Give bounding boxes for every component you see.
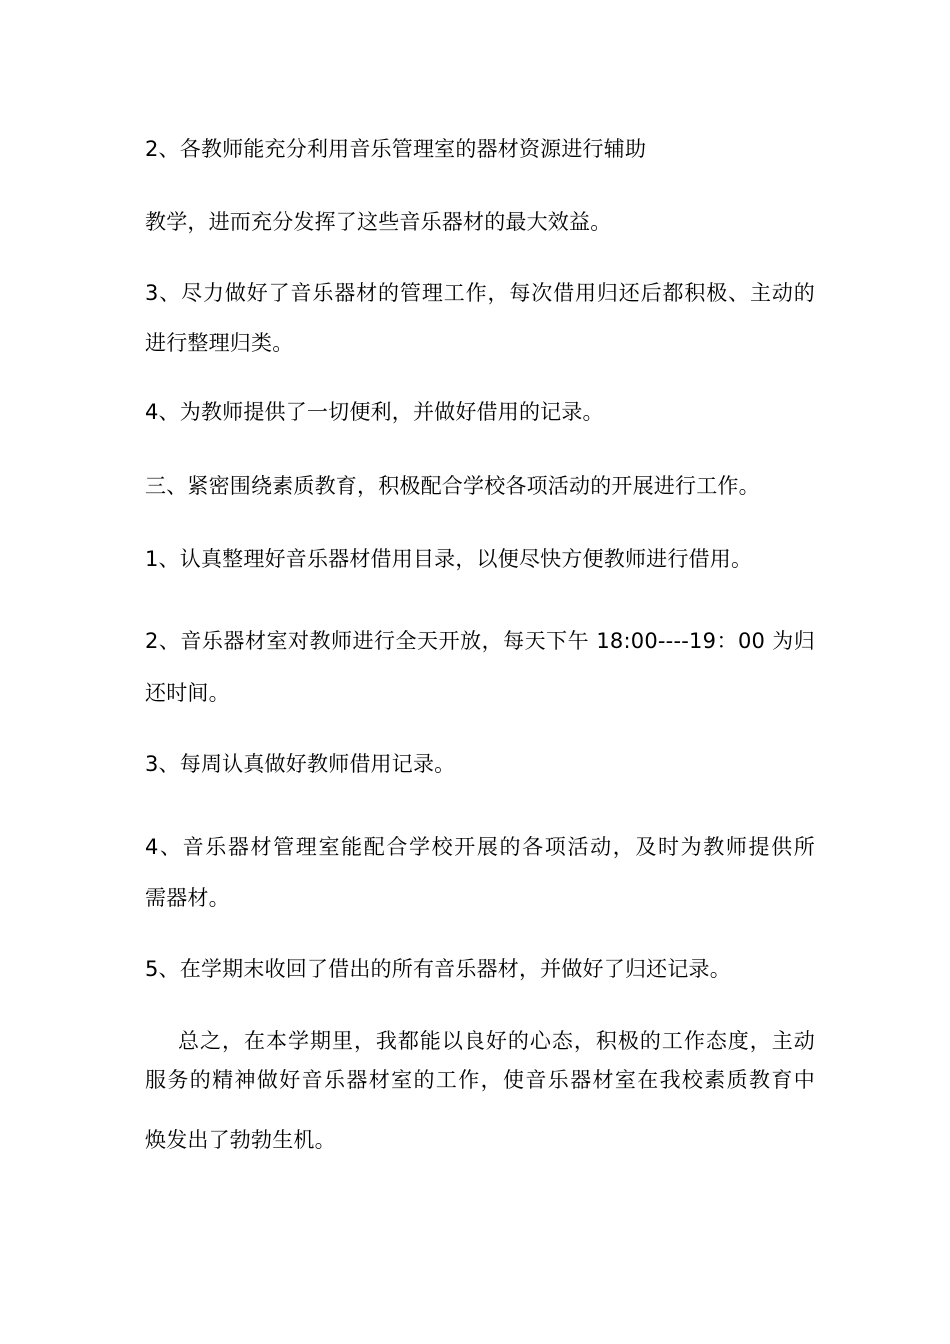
section-three-item-4-line-2: 需器材。 xyxy=(145,886,230,910)
section-three-item-4-line-1: 4、音乐器材管理室能配合学校开展的各项活动，及时为教师提供所 xyxy=(145,835,815,859)
section-three-item-5: 5、在学期末收回了借出的所有音乐器材，并做好了归还记录。 xyxy=(145,957,731,981)
section-three-item-2-line-1: 2、音乐器材室对教师进行全天开放，每天下午 18:00----19：00 为归 xyxy=(145,629,815,653)
item-3-line-2: 进行整理归类。 xyxy=(145,331,294,355)
summary-line-3: 焕发出了勃勃生机。 xyxy=(145,1128,336,1152)
item-3-line-1: 3、尽力做好了音乐器材的管理工作，每次借用归还后都积极、主动的 xyxy=(145,281,815,305)
section-three-item-1: 1、认真整理好音乐器材借用目录，以便尽快方便教师进行借用。 xyxy=(145,547,753,571)
item-4-line: 4、为教师提供了一切便利，并做好借用的记录。 xyxy=(145,400,604,424)
summary-line-1: 总之，在本学期里，我都能以良好的心态，积极的工作态度，主动 xyxy=(178,1029,815,1053)
item-2-line-2: 教学，进而充分发挥了这些音乐器材的最大效益。 xyxy=(145,210,612,234)
section-three-item-3: 3、每周认真做好教师借用记录。 xyxy=(145,752,456,776)
section-three-heading: 三、紧密围绕素质教育，积极配合学校各项活动的开展进行工作。 xyxy=(145,474,760,498)
item-2-line-1: 2、各教师能充分利用音乐管理室的器材资源进行辅助 xyxy=(145,137,647,161)
summary-line-2: 服务的精神做好音乐器材室的工作，使音乐器材室在我校素质教育中 xyxy=(145,1068,815,1092)
section-three-item-2-line-2: 还时间。 xyxy=(145,681,230,705)
